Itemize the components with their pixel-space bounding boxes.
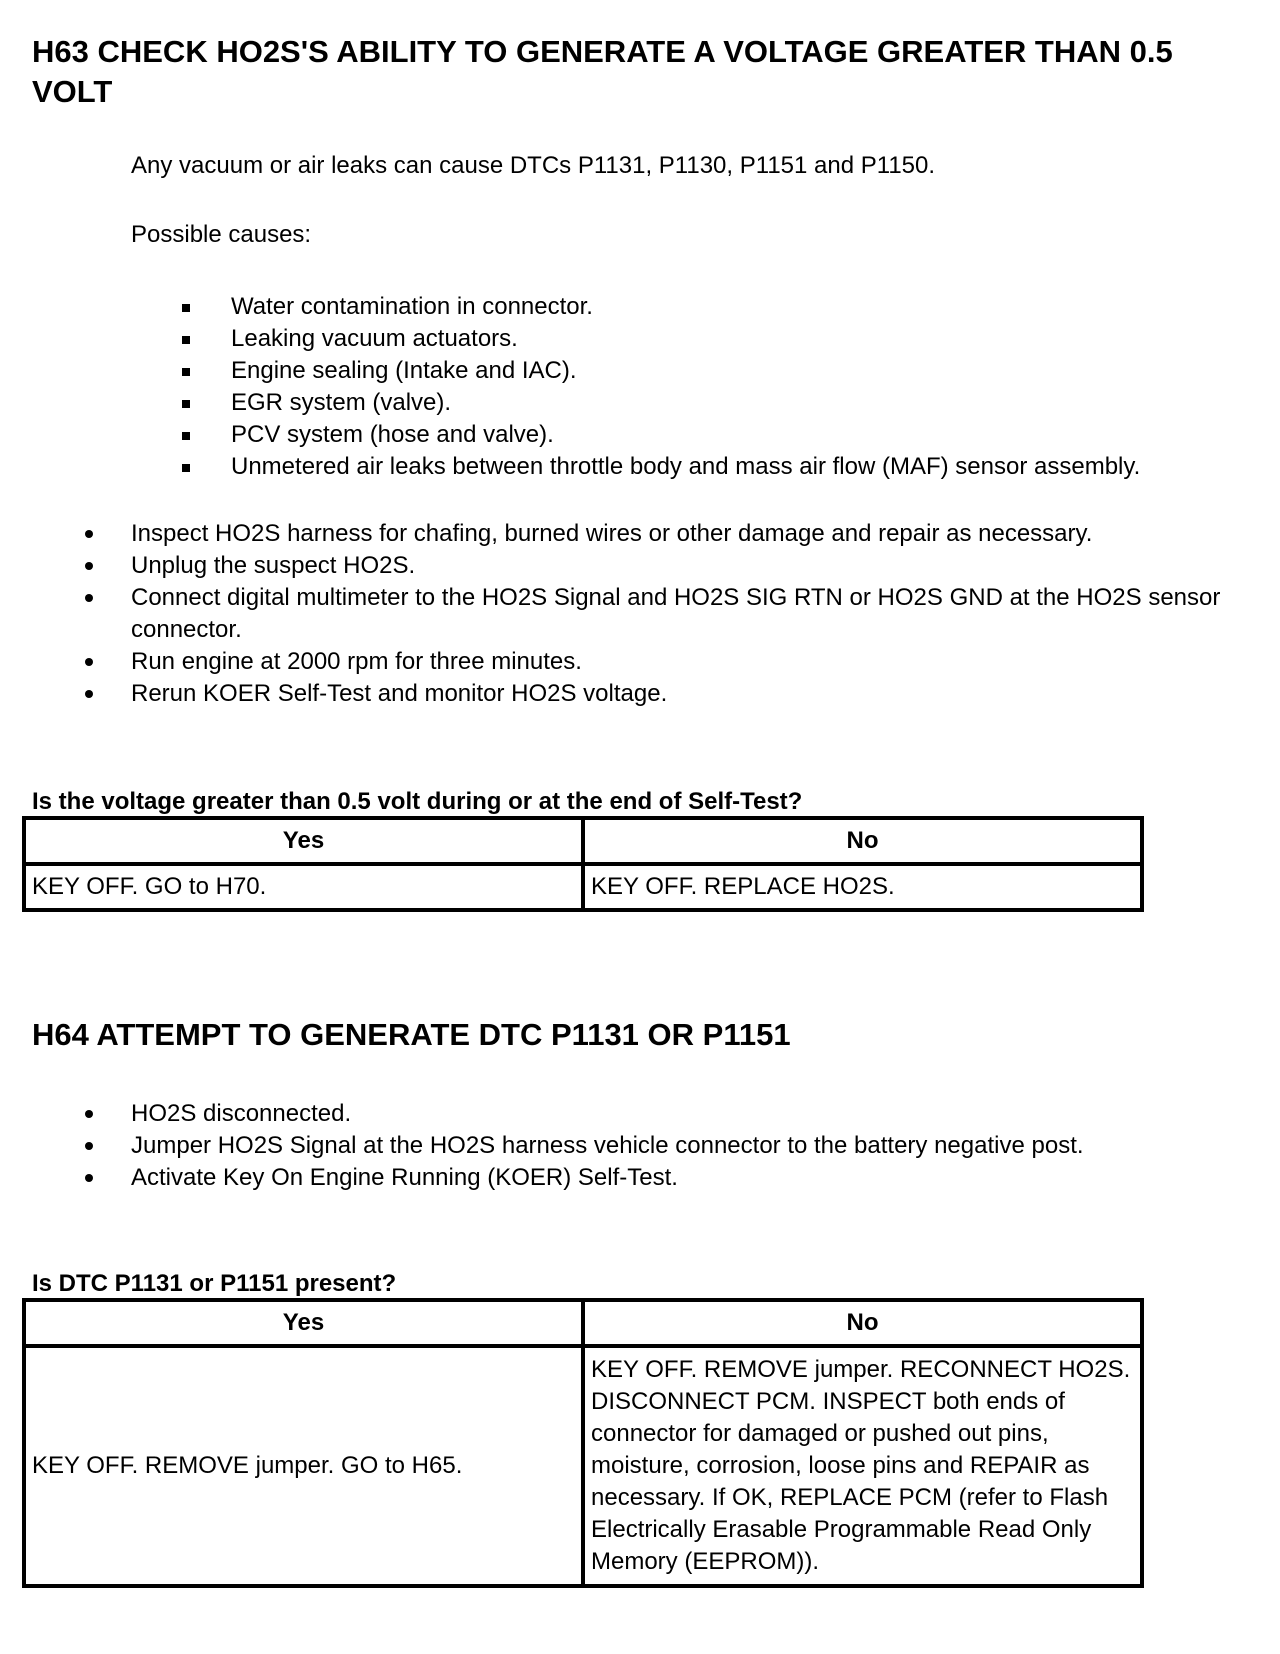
round-bullet-icon	[85, 562, 93, 570]
table-header-row	[24, 1300, 1142, 1346]
step-item: Activate Key On Engine Running (KOER) Self-Test.	[0, 1162, 1226, 1194]
step-item: Unplug the suspect HO2S.	[0, 550, 1226, 582]
cause-item: EGR system (valve).	[0, 387, 1181, 419]
h63-intro: Any vacuum or air leaks can cause DTCs P1131, P1130, P1151 and P1150.	[131, 152, 936, 179]
yes-header: Yes	[24, 818, 583, 864]
h64-decision-table	[22, 1298, 1144, 1588]
h63-decision-table	[22, 816, 1144, 912]
square-bullet-icon	[182, 464, 190, 472]
h64-steps-list	[0, 1098, 1226, 1194]
step-item: Inspect HO2S harness for chafing, burned wires or other damage and repair as necessary.	[0, 518, 1226, 550]
square-bullet-icon	[182, 368, 190, 376]
no-action: KEY OFF. REMOVE jumper. RECONNECT HO2S. DISCONNECT PCM. INSPECT both ends of connector for damaged or pushed out pins, moisture, corrosion, loose pins and REPAIR as necessary. If OK, REPLACE PCM (refer to Flash Electrically Erasable Programmable Read Only Memory (EEPROM)).	[583, 1346, 1142, 1586]
yes-header: Yes	[24, 1300, 583, 1346]
no-header: No	[583, 1300, 1142, 1346]
cause-item: Water contamination in connector.	[0, 291, 1181, 323]
square-bullet-icon	[182, 336, 190, 344]
cause-item: Unmetered air leaks between throttle body and mass air flow (MAF) sensor assembly.	[0, 451, 1181, 483]
yes-action: KEY OFF. REMOVE jumper. GO to H65.	[24, 1346, 583, 1586]
table-row	[24, 1346, 1142, 1586]
table-header-row	[24, 818, 1142, 864]
square-bullet-icon	[182, 432, 190, 440]
round-bullet-icon	[85, 658, 93, 666]
round-bullet-icon	[85, 1142, 93, 1150]
no-action: KEY OFF. REPLACE HO2S.	[583, 864, 1142, 910]
step-item: Jumper HO2S Signal at the HO2S harness vehicle connector to the battery negative post.	[0, 1130, 1226, 1162]
square-bullet-icon	[182, 304, 190, 312]
round-bullet-icon	[85, 1174, 93, 1182]
h64-question: Is DTC P1131 or P1151 present?	[32, 1270, 397, 1297]
possible-causes-list	[0, 291, 1181, 483]
h63-question: Is the voltage greater than 0.5 volt during or at the end of Self-Test?	[32, 788, 803, 815]
cause-item: Leaking vacuum actuators.	[0, 323, 1181, 355]
cause-item: PCV system (hose and valve).	[0, 419, 1181, 451]
h64-title: H64 ATTEMPT TO GENERATE DTC P1131 OR P1151	[32, 1017, 791, 1052]
step-item: Connect digital multimeter to the HO2S Signal and HO2S SIG RTN or HO2S GND at the HO2S sensor connector.	[0, 582, 1226, 646]
table-row	[24, 864, 1142, 910]
possible-causes-label: Possible causes:	[131, 221, 312, 248]
step-item: HO2S disconnected.	[0, 1098, 1226, 1130]
round-bullet-icon	[85, 530, 93, 538]
step-item: Rerun KOER Self-Test and monitor HO2S voltage.	[0, 678, 1226, 710]
h63-title: H63 CHECK HO2S'S ABILITY TO GENERATE A VOLTAGE GREATER THAN 0.5 VOLT	[32, 34, 1173, 109]
round-bullet-icon	[85, 690, 93, 698]
square-bullet-icon	[182, 400, 190, 408]
step-item: Run engine at 2000 rpm for three minutes.	[0, 646, 1226, 678]
no-header: No	[583, 818, 1142, 864]
yes-action: KEY OFF. GO to H70.	[24, 864, 583, 910]
h63-steps-list	[0, 518, 1226, 710]
round-bullet-icon	[85, 594, 93, 602]
cause-item: Engine sealing (Intake and IAC).	[0, 355, 1181, 387]
round-bullet-icon	[85, 1110, 93, 1118]
